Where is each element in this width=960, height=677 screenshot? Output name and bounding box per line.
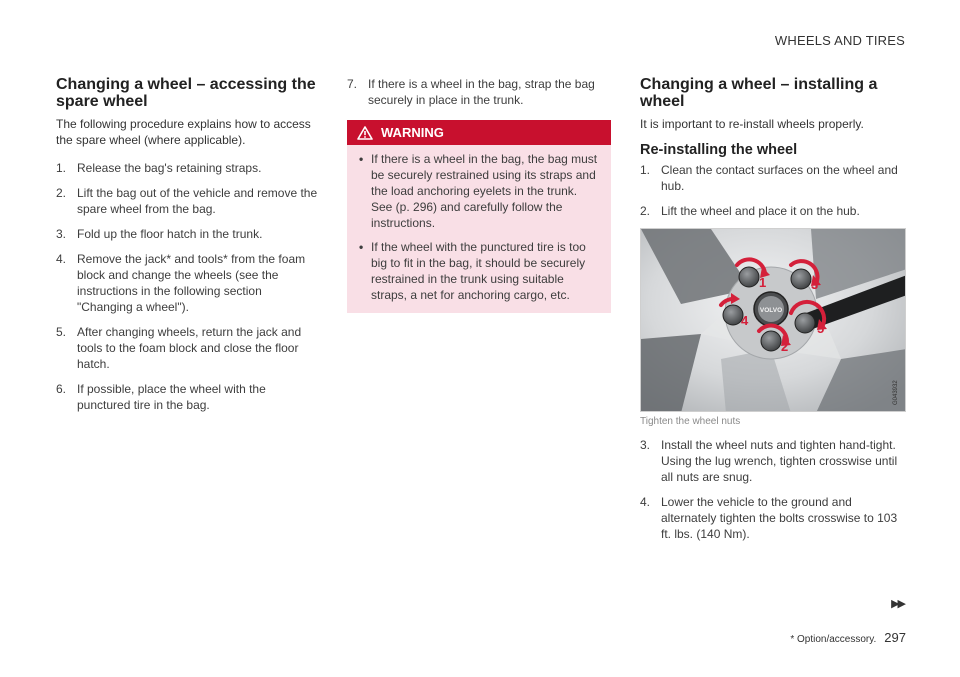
list-item: 2. Lift the wheel and place it on the hub.: [640, 204, 860, 218]
list-item: 1. Clean the contact surfaces on the wheel and hub.: [640, 163, 898, 193]
nut-label-2: 2: [781, 339, 789, 354]
wheel-nuts-illustration: [641, 229, 906, 412]
footnote: * Option/accessory.: [790, 634, 877, 645]
intro-text: It is important to re-install wheels properly.: [640, 117, 864, 131]
list-item: 2. Lift the bag out of the vehicle and remove the spare wheel from the bag.: [56, 186, 318, 216]
nut-label-1: 1: [759, 275, 767, 290]
list-item: 4. Remove the jack* and tools* from the foam block and change the wheels (see the instructions in the following section "Changing a wheel").: [56, 252, 306, 314]
list-item: 1. Release the bag's retaining straps.: [56, 161, 262, 175]
list-item: 7. If there is a wheel in the bag, strap the bag securely in place in the trunk.: [347, 77, 595, 107]
figure-code: G043932: [893, 380, 899, 405]
section-heading-accessing-spare: Changing a wheel – accessing the spare wheel: [56, 76, 316, 110]
steps-list-continued: [347, 76, 611, 108]
warning-header: [347, 120, 611, 145]
wheel-nuts-figure: [640, 228, 906, 412]
section-title: WHEELS AND TIRES: [774, 33, 905, 48]
nut-label-3: 3: [811, 277, 819, 292]
page-footer: [790, 630, 906, 645]
middle-column: [347, 76, 611, 313]
left-column: [56, 76, 320, 422]
list-item: 3. Fold up the floor hatch in the trunk.: [56, 227, 263, 241]
warning-title: WARNING: [381, 125, 444, 140]
continue-arrows-icon: ▶▶: [891, 598, 904, 610]
list-item: 4. Lower the vehicle to the ground and alternately tighten the bolts crosswise to 103 ft. lbs. (140 Nm).: [640, 495, 898, 541]
steps-list-b: [640, 437, 907, 542]
intro-text: The following procedure explains how to access the spare wheel (where applicable).: [56, 117, 311, 147]
warning-box: [347, 120, 611, 313]
steps-list-a: [640, 162, 907, 219]
warning-triangle-icon: [357, 126, 373, 140]
list-item: 3. Install the wheel nuts and tighten hand-tight. Using the lug wrench, tighten crosswise until all nuts are snug.: [640, 438, 898, 484]
steps-list: [56, 160, 320, 413]
nut-label-4: 4: [741, 313, 749, 328]
figure-caption: Tighten the wheel nuts: [640, 416, 741, 427]
nut-label-5: 5: [817, 321, 825, 336]
list-item: • If there is a wheel in the bag, the bag must be securely restrained using its straps and the load anchoring eyelets in the trunk. See (p. 296) and carefully follow the instructions.: [359, 152, 598, 230]
subheading-reinstalling: Re-installing the wheel: [640, 142, 798, 158]
list-item: 6. If possible, place the wheel with the punctured tire in the bag.: [56, 382, 266, 412]
list-item: • If the wheel with the punctured tire is too big to fit in the bag, it should be securely restrained in the trunk using suitable straps, a net for anchoring cargo, etc.: [359, 240, 586, 302]
page-number: 297: [884, 630, 906, 645]
warning-body: [347, 145, 611, 313]
section-heading-installing-wheel: Changing a wheel – installing a wheel: [640, 76, 878, 110]
list-item: 5. After changing wheels, return the jack and tools to the foam block and close the floor hatch.: [56, 325, 302, 371]
right-column: [640, 76, 907, 551]
hub-logo-text: VOLVO: [759, 307, 783, 314]
